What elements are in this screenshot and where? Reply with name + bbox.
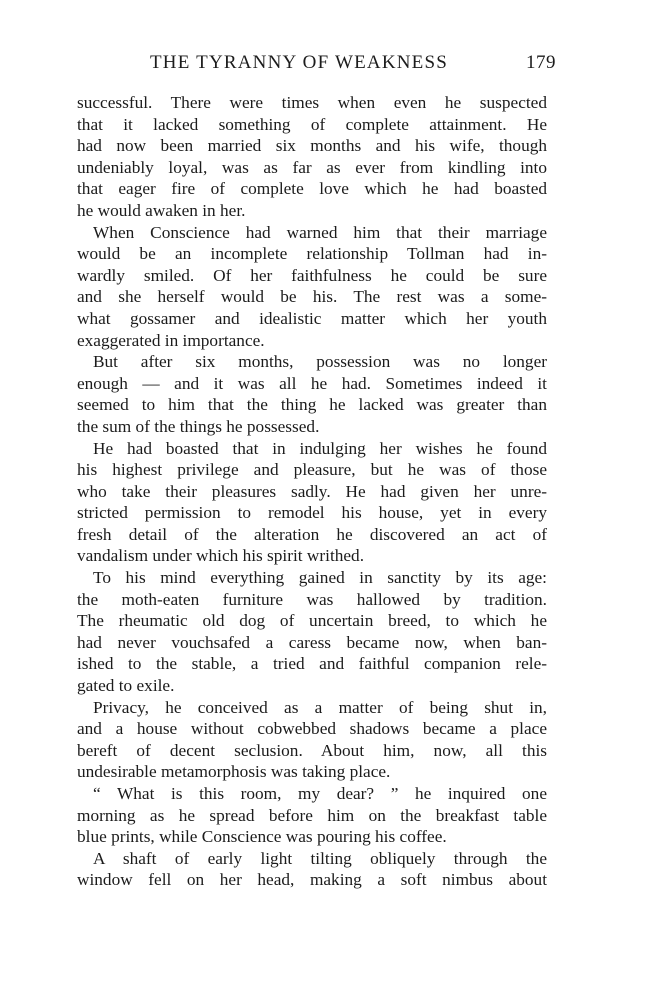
body-text — [77, 92, 547, 891]
text-line: bereft of decent seclusion. About him, now, all this — [77, 740, 547, 760]
text-line: When Conscience had warned him that their marriage — [93, 222, 547, 242]
text-line: Privacy, he conceived as a matter of being shut in, — [93, 697, 547, 717]
text-line: He had boasted that in indulging her wishes he found — [93, 438, 547, 458]
text-line: would be an incomplete relationship Tollman had in- — [77, 244, 547, 264]
text-line: and a house without cobwebbed shadows became a place — [77, 719, 547, 739]
text-line: successful. There were times when even he suspected — [77, 93, 547, 112]
page-number: 179 — [526, 52, 556, 73]
running-header — [150, 52, 560, 80]
running-title: THE TYRANNY OF WEAKNESS — [150, 52, 449, 73]
text-line: A shaft of early light tilting obliquely through the — [93, 848, 547, 868]
text-line: The rheumatic old dog of uncertain breed, to which he — [77, 611, 547, 631]
text-line: gated to exile. — [77, 676, 175, 696]
text-line: had never vouchsafed a caress became now, when ban- — [77, 632, 547, 652]
text-line: morning as he spread before him on the breakfast table — [77, 805, 547, 825]
text-line: “ What is this room, my dear? ” he inquired one — [93, 784, 547, 803]
text-line: fresh detail of the alteration he discovered an act of — [77, 524, 547, 544]
text-line: he would awaken in her. — [77, 200, 246, 220]
text-line: that it lacked something of complete attainment. He — [77, 114, 547, 134]
text-line: window fell on her head, making a soft nimbus about — [77, 870, 547, 890]
text-line: what gossamer and idealistic matter which her youth — [77, 308, 547, 328]
text-line: enough — and it was all he had. Sometimes indeed it — [77, 373, 547, 393]
text-line: had now been married six months and his wife, though — [77, 136, 547, 156]
text-line: undeniably loyal, was as far as ever from kindling into — [77, 157, 547, 177]
text-line: the sum of the things he possessed. — [77, 416, 320, 436]
text-line: exaggerated in importance. — [77, 330, 265, 350]
text-line: seemed to him that the thing he lacked was greater than — [77, 395, 547, 415]
text-line: that eager fire of complete love which he had boasted — [77, 179, 547, 199]
text-line: To his mind everything gained in sanctity by its age: — [93, 568, 547, 588]
text-line: undesirable metamorphosis was taking place. — [77, 762, 391, 782]
text-line: vandalism under which his spirit writhed. — [77, 546, 365, 566]
text-line: who take their pleasures sadly. He had given her unre- — [77, 481, 547, 501]
text-line: wardly smiled. Of her faithfulness he could be sure — [77, 265, 547, 285]
text-line: his highest privilege and pleasure, but he was of those — [77, 460, 547, 480]
text-line: But after six months, possession was no longer — [93, 352, 547, 372]
text-line: ished to the stable, a tried and faithful companion rele- — [77, 654, 547, 674]
text-line: and she herself would be his. The rest was a some- — [77, 287, 547, 307]
text-line: stricted permission to remodel his house, yet in every — [77, 503, 547, 523]
text-line: the moth-eaten furniture was hallowed by tradition. — [77, 589, 547, 609]
text-line: blue prints, while Conscience was pouring his coffee. — [77, 827, 447, 847]
